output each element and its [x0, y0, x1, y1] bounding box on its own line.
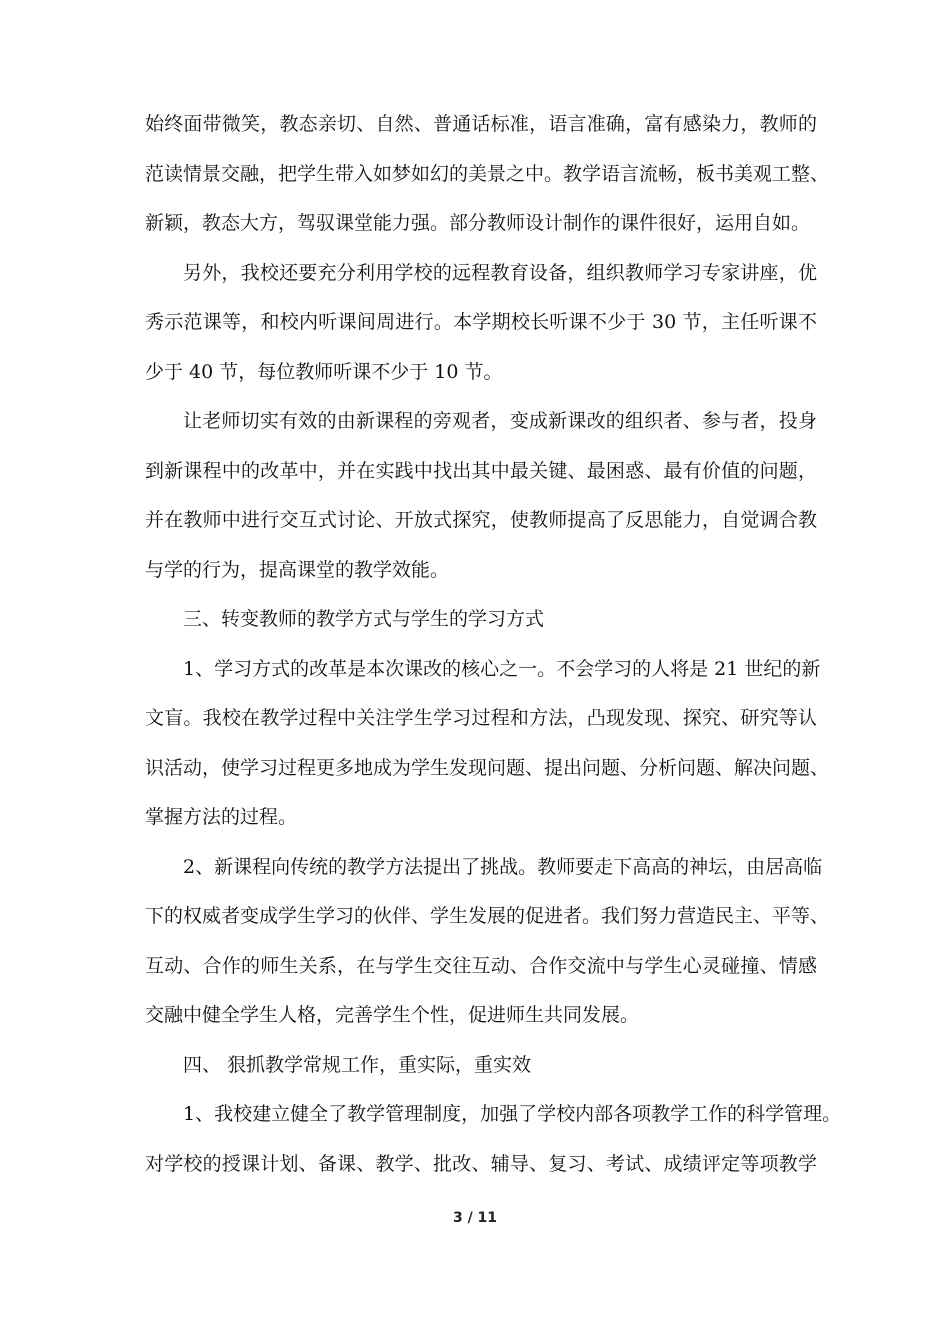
text-line: 1、我校建立健全了教学管理制度，加强了学校内部各项教学工作的科学管理。 [183, 1103, 842, 1125]
text-line: 下的权威者变成学生学习的伙伴、学生发展的促进者。我们努力营造民主、平等、 [145, 905, 830, 927]
text-line: 2、新课程向传统的教学方法提出了挑战。教师要走下高高的神坛，由居高临 [183, 855, 823, 878]
text-line: 与学的行为，提高课堂的教学效能。 [145, 558, 450, 581]
text-line: 新颖，教态大方，驾驭课堂能力强。部分教师设计制作的课件很好，运用自如。 [145, 212, 811, 234]
text-line: 四、 狠抓教学常规工作，重实际，重实效 [183, 1053, 532, 1076]
text-line: 对学校的授课计划、备课、教学、批改、辅导、复习、考试、成绩评定等项教学 [145, 1152, 817, 1175]
text-line: 让老师切实有效的由新课程的旁观者，变成新课改的组织者、参与者，投身 [183, 410, 817, 432]
text-line: 互动、合作的师生关系，在与学生交往互动、合作交流中与学生心灵碰撞、情感 [145, 954, 817, 977]
text-line: 到新课程中的改革中，并在实践中找出其中最关键、最困惑、最有价值的问题， [145, 459, 817, 482]
text-line: 始终面带微笑，教态亲切、自然、普通话标准，语言准确，富有感染力，教师的 [145, 113, 817, 135]
text-line: 文盲。我校在教学过程中关注学生学习过程和方法，凸现发现、探究、研究等认 [145, 707, 817, 729]
page-number: 3 / 11 [452, 1210, 498, 1226]
text-line: 交融中健全学生人格，完善学生个性，促进师生共同发展。 [145, 1004, 640, 1026]
text-line: 识活动，使学习过程更多地成为学生发现问题、提出问题、分析问题、解决问题、 [145, 756, 830, 779]
text-line: 另外，我校还要充分利用学校的远程教育设备，组织教师学习专家讲座，优 [183, 261, 817, 284]
paragraph-block [145, 100, 842, 1189]
text-line: 并在教师中进行交互式讨论、开放式探究，使教师提高了反思能力，自觉调合教 [145, 509, 817, 531]
text-line: 范读情景交融，把学生带入如梦如幻的美景之中。教学语言流畅，板书美观工整、 [145, 162, 830, 185]
text-line: 1、学习方式的改革是本次课改的核心之一。不会学习的人将是 21 世纪的新 [183, 657, 821, 680]
text-line: 掌握方法的过程。 [145, 806, 298, 828]
document-body [145, 100, 842, 1189]
text-line: 秀示范课等，和校内听课间周进行。本学期校长听课不少于 30 节，主任听课不 [145, 311, 817, 333]
text-line: 三、转变教师的教学方式与学生的学习方式 [183, 608, 545, 630]
text-line: 少于 40 节，每位教师听课不少于 10 节。 [145, 360, 503, 383]
